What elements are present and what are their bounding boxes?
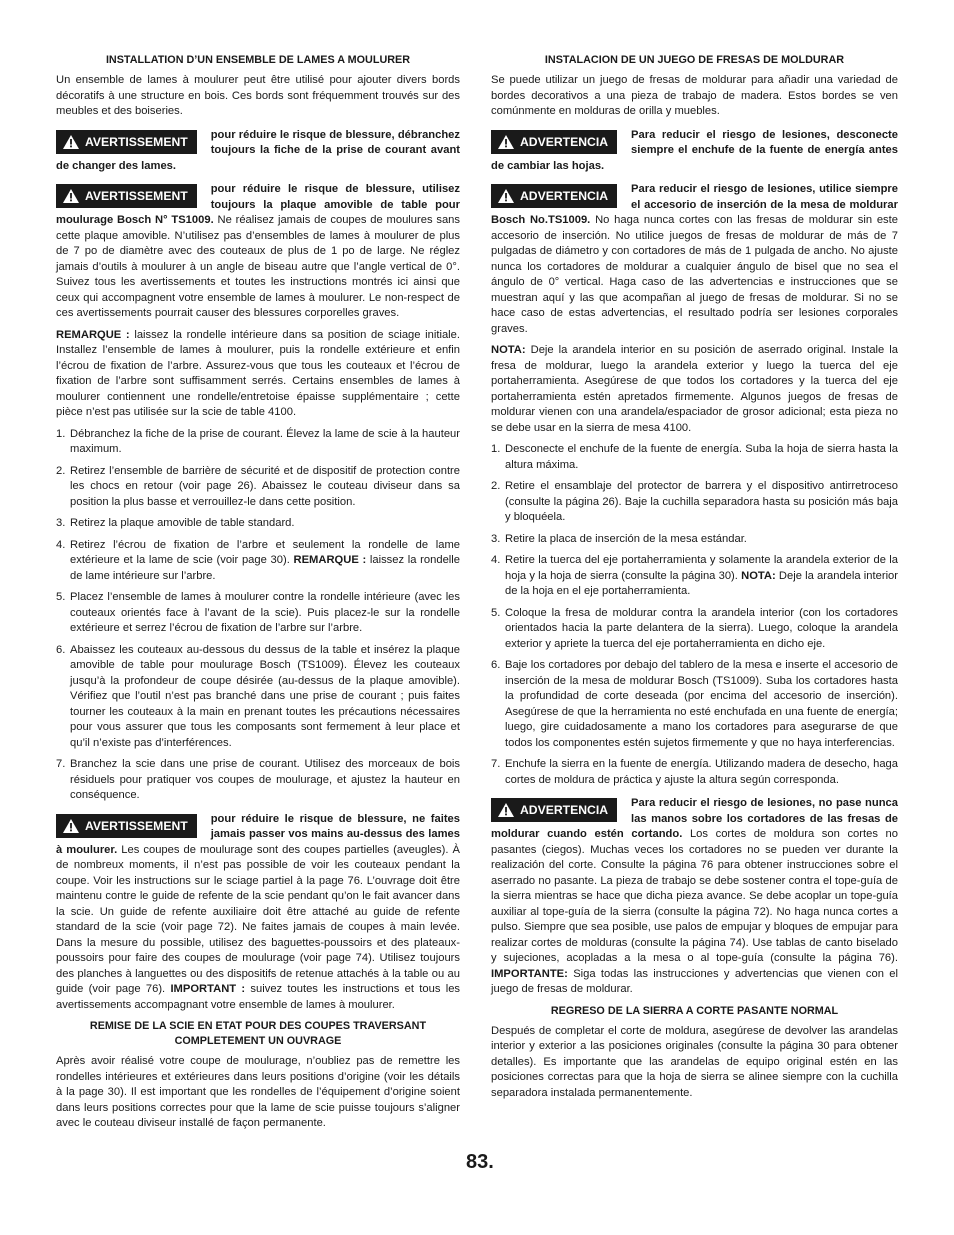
note-paragraph	[56, 328, 460, 421]
step-list	[491, 442, 898, 788]
list-item	[56, 464, 460, 511]
warning-body: suivez toutes les instructions et tous les avertissements accompagnant votre ensemble de lames à moulurer.	[56, 983, 461, 1011]
warning-badge	[56, 130, 197, 154]
page-number: 83.	[466, 1151, 494, 1173]
note-label: NOTA:	[491, 344, 526, 356]
list-item	[56, 643, 460, 752]
step-note-label: REMARQUE :	[293, 554, 367, 566]
step-text: Retirez la plaque amovible de table standard.	[70, 517, 295, 529]
step-number: 7.	[56, 758, 66, 770]
step-text: Deje la arandela interior de la hoja en el eje portaherramienta.	[505, 569, 898, 597]
list-item	[56, 427, 460, 458]
step-number: 2.	[56, 464, 66, 477]
note-text: Deje la arandela interior en su posición de aserrado original. Instale la fresa de moldurar, luego la arandela exterior y luego la tuerca del eje portaherramienta. Asegúrese de que todos los cortadores y la tuerca del eje portaherramienta estén apretados firmemente. Algunos juegos de fresas de moldurar vienen con una arandela/espaciador de grosor adicional; esta pieza no se debe usar en la sierra de mesa 4100.	[491, 344, 898, 434]
step-note-label: NOTA:	[741, 569, 776, 582]
warning-label: ADVERTENCIA	[520, 189, 609, 203]
warning-block	[56, 182, 460, 322]
section-heading: REMISE DE LA SCIE EN ETAT POUR DES COUPES TRAVERSANT COMPLETEMENT UN OUVRAGE	[89, 1020, 427, 1047]
warning-label: ADVERTENCIA	[520, 803, 609, 817]
step-text: Branchez la scie dans une prise de courant. Utilisez des morceaux de bois résiduels pour pratiquer vos coupes de moulurage, et ajustez la hauteur en conséquence.	[70, 758, 460, 801]
step-text: Placez l’ensemble de lames à moulurer contre la rondelle intérieure (avec les couteaux orientés face à l’avant de la scie). Puis placez-le sur la rondelle extérieure et serrez l’écrou de fixation de l’arbre sur l’arbre.	[70, 591, 460, 634]
warning-block	[491, 796, 898, 998]
step-text: Retire la placa de inserción de la mesa estándar.	[505, 532, 747, 545]
step-number: 4.	[491, 554, 501, 566]
section-heading: INSTALLATION D’UN ENSEMBLE DE LAMES A MOULURER	[105, 54, 411, 66]
list-item	[491, 606, 898, 653]
list-item	[491, 442, 898, 473]
warning-block	[491, 182, 898, 337]
step-number: 1.	[56, 427, 66, 440]
list-item	[56, 538, 460, 585]
important-label: IMPORTANT :	[170, 983, 246, 995]
step-text: Baje los cortadores por debajo del tablero de la mesa e inserte el accesorio de inserción de la mesa de moldurar Bosch (TS1009). Suba los cortadores hasta la profundidad de corte deseada (por encima del accesorio de inserción). Asegúrese de que la herramienta no esté enchufada en una fuente de energía; luego, gire cuidadosamente a mano los cortadores para asegurarse de que todos los componentes estén sujetos firmemente y que no haya interferencias.	[505, 659, 898, 749]
warning-text: Para reducir el riesgo de lesiones, desconecte siempre el enchufe de la fuente de energía antes de cambiar las hojas.	[491, 128, 898, 172]
french-column	[56, 53, 460, 1138]
warning-triangle-icon	[63, 189, 79, 203]
warning-body: Siga todas las instrucciones y advertencias que vienen con el juego de fresas de moldurar.	[491, 967, 898, 995]
step-text: Retire el ensamblaje del protector de barrera y el dispositivo antirretroceso (consulte la página 26). Baje la cuchilla separadora hasta su posición más baja y bloquéela.	[505, 480, 898, 523]
step-number: 6.	[491, 659, 501, 671]
section-heading: INSTALACION DE UN JUEGO DE FRESAS DE MOLDURAR	[544, 54, 845, 66]
warning-text: pour réduire le risque de blessure, débranchez toujours la fiche de la prise de courant avant de changer des lames.	[56, 128, 460, 172]
step-number: 1.	[491, 443, 501, 455]
list-item	[56, 516, 460, 532]
important-label: IMPORTANTE:	[491, 967, 568, 980]
step-number: 4.	[56, 538, 66, 551]
note-label: REMARQUE :	[56, 328, 130, 341]
intro-paragraph: Se puede utilizar un juego de fresas de moldurar para añadir una variedad de bordes decorativos a una pieza de trabajo de madera. Estos bordes se ven comúnmente en molduras de orilla y muebles.	[491, 74, 898, 117]
warning-triangle-icon	[63, 819, 79, 833]
step-text: laissez la rondelle de lame intérieure sur l’arbre.	[70, 554, 460, 582]
warning-label: AVERTISSEMENT	[85, 134, 188, 149]
list-item	[491, 757, 898, 788]
list-item	[491, 553, 898, 600]
step-number: 5.	[491, 606, 501, 619]
step-number: 2.	[491, 480, 501, 492]
warning-badge	[491, 130, 617, 154]
step-text: Enchufe la sierra en la fuente de energía. Utilizando madera de desecho, haga cortes de moldura de práctica y ajuste la altura según corresponda.	[505, 758, 898, 786]
warning-body: No haga nunca cortes con las fresas de moldurar sin este accesorio de inserción. No utilice juegos de fresas de moldurar de más de 7 pulgadas de diámetro y con cortadores de más de 1 pulgada de ancho. No ajuste nunca los cortadores de moldurar a cualquier ángulo de bisel que no sea el ángulo de 0° vertical. Haga caso de las advertencias e instrucciones que se muestran aquí y las que acompañan al juego de fresas de moldurar. Si no se hace caso de estas advertencias, el resultado podría ser lesiones corporales graves.	[491, 214, 898, 335]
step-number: 3.	[491, 532, 501, 545]
warning-text: Para reducir el riesgo de lesiones, no pase nunca las manos sobre los cortadores de las fresas de moldurar cuando estén cortando.	[491, 797, 898, 840]
step-number: 6.	[56, 643, 66, 656]
step-number: 3.	[56, 517, 66, 529]
list-item	[56, 757, 460, 804]
closing-paragraph: Después de completar el corte de moldura, asegúrese de devolver las arandelas interior y exterior a las posiciones originales (consulte la página 30 para obtener detalles). Es importante que las arandelas de equipo original estén en las posiciones correctas para que la hoja de sierra se alinee siempre con la cuchilla separadora instalada permanentemente.	[491, 1024, 898, 1099]
step-text: Retirez l’ensemble de barrière de sécurité et de dispositif de protection contre les chocs en retour (voir page 26). Abaissez le couteau diviseur dans sa position la plus basse et verrouillez-le dans cette position.	[70, 464, 460, 508]
step-number: 7.	[491, 758, 501, 770]
step-list	[56, 427, 460, 804]
warning-text: pour réduire le risque de blessure, utilisez toujours la plaque amovible de table pour moulurage Bosch N° TS1009.	[56, 183, 460, 226]
list-item	[56, 590, 460, 637]
warning-triangle-icon	[498, 803, 514, 817]
warning-body: Los cortes de moldura son cortes no pasantes (ciegos). Muchas veces los cortadores no se pueden ver durante la realización del corte. Consulte la página 76 para obtener instrucciones sobre el aserrado no pasante. La pieza de trabajo se debe sostener contra el tope-guía de la sierra mientras se hace que dicha pieza avance. Se debe acoplar un tope-guía auxiliar al tope-guía de la sierra (consulte la página 72). No haga nunca cortes a pulso. Siempre que sea posible, use palos de empujar y bloques de empujar para realizar cortes de molduras (consulte la página 74). Use tablas de canto biselado y sujeciones, acopladas a la mesa o al tope-guía (consulte la página 76).	[491, 828, 898, 964]
warning-triangle-icon	[63, 135, 79, 149]
warning-triangle-icon	[498, 135, 514, 149]
step-text: Retire la tuerca del eje portaherramienta y solamente la arandela exterior de la hoja y la hoja de sierra (consulte la página 30).	[505, 554, 898, 582]
step-text: Retirez l’écrou de fixation de l’arbre et seulement la rondelle de lame extérieure et la lame de scie (voir page 30).	[70, 538, 460, 566]
warning-badge	[491, 798, 617, 822]
intro-paragraph: Un ensemble de lames à moulurer peut être utilisé pour ajouter divers bords décoratifs à une structure en bois. Ces bords sont fréquemment trouvés sur des meubles et des boiseries.	[56, 74, 460, 117]
warning-badge	[56, 814, 197, 838]
warning-badge	[56, 184, 197, 208]
step-text: Débranchez la fiche de la prise de courant. Élevez la lame de scie à la hauteur maximum.	[70, 427, 460, 455]
warning-label: AVERTISSEMENT	[85, 189, 188, 203]
note-text: laissez la rondelle intérieure dans sa position de sciage initiale. Installez l’ensemble de lames à moulurer, puis la rondelle extérieure et enfin l’écrou de fixation de l’arbre. Assurez-vous que tous les couteaux et l’écrou de fixation de l’arbre sont suffisamment serrés. Certains ensembles de lames à moulurer contiennent une rondelle/entretoise épaisse supplémentaire ; cette pièce n’est pas utilisée sur la scie de table 4100.	[56, 328, 460, 418]
warning-text: pour réduire le risque de blessure, ne faites jamais passer vos mains au-dessus des lames à moulurer.	[56, 812, 460, 856]
list-item	[491, 479, 898, 526]
warning-block	[56, 128, 460, 175]
closing-paragraph: Après avoir réalisé votre coupe de moulurage, n’oubliez pas de remettre les rondelles intérieures et extérieures dans leurs positions d’origine (voir les détails à la page 30). Il est important que les rondelles de l’équipement d’origine soient dans leurs positions correctes pour que la lame de scie puisse toujours s’aligner avec le couteau diviseur installé de façon permanente.	[56, 1055, 460, 1129]
spanish-column	[491, 53, 898, 1107]
warning-label: ADVERTENCIA	[520, 134, 609, 149]
list-item	[491, 532, 898, 548]
warning-label: AVERTISSEMENT	[85, 818, 188, 833]
step-text: Coloque la fresa de moldurar contra la arandela interior (con los cortadores orientados hacia la parte delantera de la sierra). Luego, coloque la arandela exterior y apriete la tuerca del eje portaherramienta en dicho eje.	[505, 606, 898, 650]
warning-triangle-icon	[498, 189, 514, 203]
section-heading: REGRESO DE LA SIERRA A CORTE PASANTE NORMAL	[550, 1004, 839, 1017]
warning-text: Para reducir el riesgo de lesiones, utilice siempre el accesorio de inserción de la mesa de moldurar Bosch No.TS1009.	[491, 183, 898, 226]
warning-block	[56, 812, 460, 1014]
list-item	[491, 658, 898, 751]
warning-block	[491, 128, 898, 175]
step-text: Desconecte el enchufe de la fuente de energía. Suba la hoja de sierra hasta la altura máxima.	[505, 443, 898, 471]
note-paragraph	[491, 343, 898, 436]
warning-badge	[491, 184, 617, 208]
step-text: Abaissez les couteaux au-dessous du dessus de la table et insérez la plaque amovible de table pour moulurage Bosch (TS1009). Élevez les couteaux jusqu’à la profondeur de coupe désirée (au-dessus de la plaque amovible). Vérifiez que l’outil n’est pas branché dans une prise de courant ; puis faites tourner les couteaux à la main en prenant toutes les précautions nécessaires pour vous assurer que tous les composants sont fermement à leur place et qu’il n’existe pas d’interférences.	[70, 643, 460, 749]
step-number: 5.	[56, 591, 66, 603]
warning-body: Les coupes de moulurage sont des coupes partielles (aveugles). À de nombreux moments, il n’est pas possible de voir les couteaux pendant la coupe. Voir les instructions sur le sciage partiel à la page 76. L’ouvrage doit être maintenu contre le guide de refente de la scie pendant qu’on le fait avancer dans la scie. Un guide de refente auxiliaire doit être attaché au guide de refente standard de la scie (voir page 72). Ne faites jamais de coupes à main levée. Dans la mesure du possible, utilisez des baguettes-poussoirs et des plateaux-poussoirs pour faire des coupes de moulurage (voir page 74). Utilisez toujours des planches à languettes ou des dispositifs de retenue attachés à la table ou au guide (voir page 76).	[56, 843, 460, 995]
warning-body: Ne réalisez jamais de coupes de moulures sans cette plaque amovible. N’utilisez pas d’ensembles de lames à moulurer de plus de 7 po de diamètre avec des couteaux de plus de 1 po de large. Ne réglez jamais d’outils à moulurer à un angle de biseau autre que l’angle vertical de 0°. Suivez tous les avertissements et toutes les instructions montrés ici ainsi que ceux qui accompagnent votre ensemble de lames à moulurer. Le non-respect de ces avertissements pourrait causer des blessures corporelles graves.	[56, 214, 460, 319]
